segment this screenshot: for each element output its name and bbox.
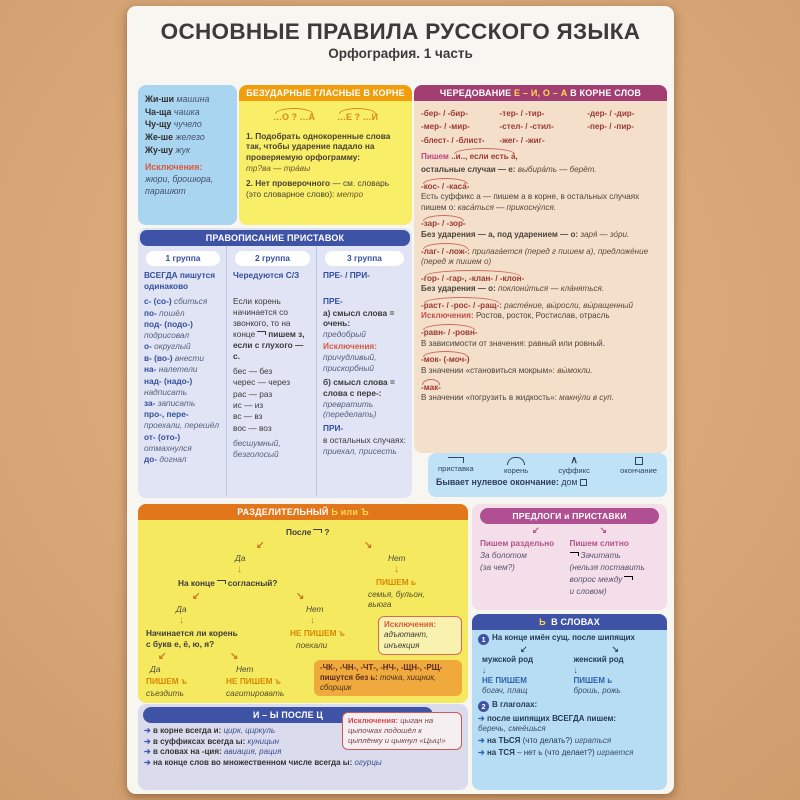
section-morphemes	[428, 453, 667, 497]
section-prepositions-prefixes	[472, 504, 667, 610]
prefix-group-2	[226, 246, 316, 496]
tsy-rule-plural: ➔ на конце слов во множественном числе всегда ы: огурцы	[144, 758, 382, 768]
section-header: Ь В СЛОВАХ	[472, 614, 667, 630]
suffix-caret-icon: ∧	[570, 455, 578, 466]
number-badge: 2	[478, 701, 489, 712]
group-badge: 1 группа	[146, 251, 220, 266]
soft-sign-rule-2: 2 В глаголах:	[478, 700, 661, 712]
branch-yes: Да	[150, 664, 161, 674]
pair-row: черес — через	[233, 377, 291, 388]
prefix-item: под- (подо-) подрисовал	[144, 318, 193, 340]
rule-label: Же-ше	[145, 131, 173, 142]
prefix-mark-icon	[448, 457, 464, 463]
arrow-icon: ↓	[179, 615, 184, 626]
rule-lag: -лаг- / -лож-: прилага́ется (перед г пишем а), предложе́ние (перед ж пишем о)	[421, 246, 649, 266]
rule-gor: -гор- / -гар-, -клан- / -клон- Без ударения — о: поклони́ться — кла́няться.	[421, 273, 605, 294]
prefix-group-3	[316, 246, 410, 496]
branch-yes: Да	[176, 604, 187, 614]
ending-square-icon	[635, 457, 643, 465]
group-subtitle: Чередуются С/З	[233, 270, 300, 281]
pre-rule-a: а) смысл слова = очень: предобрый	[323, 307, 395, 340]
rule-mok: -мок- (-моч-) В значении «становиться мокрым»: вы́мокли.	[421, 355, 593, 375]
examples: поехали	[296, 640, 328, 650]
rule-1: 1. Подобрать однокоренные слова так, чтобы ударение падало на проверяемую орфограмму: тр?ва — тра́вы	[246, 130, 391, 174]
arrow-icon: ↙	[531, 525, 540, 535]
prefix-item: с- (со-) сбиться	[144, 296, 208, 307]
root-pair: -тер- / -тир-	[499, 109, 545, 118]
pri-label: ПРИ-	[323, 423, 344, 434]
pair-row: ис — из	[233, 400, 264, 411]
pair-row: вс — вз	[233, 411, 263, 422]
morpheme-ending: окончание	[620, 457, 657, 475]
group-subtitle: ПРЕ- / ПРИ-	[323, 270, 370, 281]
group-subtitle: ВСЕГДА пишутся одинаково	[144, 270, 216, 292]
root-pair: -блест- / -блист-	[421, 135, 485, 145]
group2-examples: бесшумный, безголосый	[233, 437, 281, 459]
section-header: РАЗДЕЛИТЕЛЬНЫЙ Ь или Ъ	[138, 504, 468, 520]
prefix-item: по- пошёл	[144, 307, 185, 318]
rule-rast: -раст- / -рос- / -ращ-: расте́ние, вы́росли, вы́ращенный Исключения: Ростов, росток, Ростислав, отрасль	[421, 301, 634, 321]
pair-row: бес — без	[233, 365, 273, 376]
feminine-branch: женский род ↓ ПИШЕМ ь брошь, рожь	[570, 655, 662, 697]
arrow-icon: ↙	[158, 651, 167, 662]
verb-rule-3: ➔ на ТСЯ – нет ь (что делает?) играется	[478, 747, 634, 757]
zhishi-rule	[145, 106, 230, 118]
prefix-mark-icon	[217, 580, 226, 584]
poster-page	[127, 6, 674, 794]
prefix-mark-icon	[624, 576, 633, 580]
chk-chn-rule: -ЧК-, -ЧН-, -ЧТ-, -НЧ-, -ЩН-, -РЩ- пишутся без ь: точка, хищник, сборщик	[314, 660, 462, 696]
branch-no: Нет	[236, 664, 254, 674]
no-write-hard-sign: НЕ ПИШЕМ ъ	[226, 676, 281, 686]
arrow-icon: ↙	[256, 540, 265, 551]
branch-no: Нет	[388, 553, 406, 563]
root-pair: -мер- / -мир-	[421, 122, 470, 132]
arrow-icon: ➔	[478, 735, 487, 745]
masculine-branch: мужской род ↓ НЕ ПИШЕМ богач, плащ	[478, 655, 570, 697]
root-pair: -пер- / -пир-	[587, 122, 634, 132]
branch-no: Нет	[306, 604, 324, 614]
root-arc-icon	[507, 457, 525, 465]
rule-label: Ча-ща	[145, 106, 172, 117]
arrow-icon: ➔	[144, 747, 153, 757]
pre-exceptions: Исключения: причудливый, прискорбный	[323, 340, 378, 373]
prefix-item: про-, пере- проехали, перешёл	[144, 409, 220, 431]
rule-kos: -кос- / -каса́- Есть суффикс а — пишем а в корне, в остальных случаях пишем о: каса́ться — прикосну́лся.	[421, 181, 640, 212]
section-header: ЧЕРЕДОВАНИЕ Е – И, О – А В КОРНЕ СЛОВ	[414, 85, 667, 101]
page-subtitle: Орфография. 1 часть	[328, 46, 473, 61]
prefix-item: о- округлый	[144, 341, 191, 352]
rule-example: чашка	[173, 106, 200, 117]
tsy-rule: ➔ в корне всегда и: цирк, циркуль	[144, 726, 276, 735]
prefix-mark-icon	[313, 529, 322, 533]
section-prefix-spelling	[138, 228, 412, 498]
arrow-icon: ↙	[192, 591, 201, 602]
tsy-rule: ➔ в словах на -ция: авиация, рация	[144, 747, 282, 757]
pair-row: рас — раз	[233, 388, 273, 399]
arrow-icon: ↘	[364, 540, 373, 551]
soft-sign-examples: семья, бульон,	[368, 589, 425, 599]
arrow-icon: ↙	[519, 644, 528, 655]
pre-label: ПРЕ-	[323, 296, 343, 307]
arrow-icon: ↓	[310, 615, 315, 626]
arrow-icon: ➔	[478, 747, 487, 757]
rule-example: чучело	[173, 119, 202, 130]
group-badge: 3 группа	[325, 251, 404, 266]
prefix-mark-icon	[570, 552, 579, 556]
zhishi-rule	[145, 144, 230, 156]
formula-o-a: …О ? …А	[273, 112, 315, 122]
verb-rule-1: ➔ после шипящих ВСЕГДА пишем: беречь, смеёшься	[478, 713, 617, 734]
arrow-icon: ↓	[394, 564, 399, 575]
exceptions-text: жюри, брошюра, парашют	[145, 173, 214, 196]
section-soft-sign	[472, 614, 667, 790]
root-pair: -дер- / -дир-	[587, 109, 635, 118]
write-hard-sign: ПИШЕМ ъ	[146, 676, 188, 686]
rule-example: железо	[175, 131, 205, 142]
zhishi-rule	[145, 131, 230, 143]
no-write-hard-sign: НЕ ПИШЕМ ъ	[290, 628, 345, 638]
write-soft-sign: ПИШЕМ ь	[376, 577, 417, 587]
root-pair: -жег- / -жиг-	[499, 135, 545, 145]
question-after-prefix: После ?	[286, 527, 330, 537]
prefix-item: на- налетели	[144, 364, 198, 375]
written-separately: Пишем раздельно За болотом (за чем?)	[480, 539, 555, 572]
prefix-item: за- записать	[144, 398, 196, 409]
tsy-rule: ➔ в суффиксах всегда ы: куницын	[144, 736, 279, 746]
question-consonant: На конце согласный?	[178, 578, 278, 588]
rule-mak: -мак- В значении «погрузить в жидкость»: макну́ли в суп.	[421, 382, 615, 403]
rule-zar: -зар- / -зор- Без ударения — а, под ударением — о: заря́ — зо́ри.	[421, 219, 630, 239]
arrow-icon: ➔	[144, 758, 153, 768]
formula-e-i: …Е ? …И	[337, 112, 378, 122]
section-header: ПРАВОПИСАНИЕ ПРИСТАВОК	[140, 230, 410, 246]
morpheme-prefix: приставка	[438, 457, 474, 475]
page-title: ОСНОВНЫЕ ПРАВИЛА РУССКОГО ЯЗЫКА	[160, 19, 641, 44]
branch-yes: Да	[235, 553, 246, 563]
zhishi-rule	[145, 118, 230, 130]
morpheme-root: корень	[504, 457, 528, 475]
section-unstressed-vowels	[239, 85, 412, 225]
question-root-letters-2: с букв е, ё, ю, я?	[146, 639, 215, 649]
rule-i: Пишем ..и.., если есть а́,	[421, 152, 518, 162]
section-zhi-shi	[138, 85, 237, 225]
arrow-icon: ↘	[611, 644, 620, 655]
group-badge: 2 группа	[235, 251, 310, 266]
section-header: И – Ы ПОСЛЕ Ц	[143, 707, 433, 723]
section-separator-signs	[138, 504, 468, 703]
ending-square-icon	[580, 479, 587, 486]
pre-rule-b: б) смысл слова = слова с пере-: превратить (переделать)	[323, 376, 395, 420]
soft-sign-examples: вьюга	[368, 599, 392, 609]
zero-ending-note: Бывает нулевое окончание: дом	[436, 477, 659, 487]
section-header: ПРЕДЛОГИ и ПРИСТАВКИ	[480, 508, 659, 524]
prefix-item: в- (во-) внести	[144, 352, 204, 363]
section-alternation	[414, 85, 667, 453]
number-badge: 1	[478, 634, 489, 645]
separator-flowchart	[138, 520, 468, 703]
arrow-icon: ↓	[237, 564, 242, 575]
question-root-letters: Начинается ли корень	[146, 628, 238, 638]
root-pair: -стел- / -стил-	[499, 122, 554, 132]
arrow-icon: ↘	[296, 591, 305, 602]
vowel-formulas	[246, 112, 405, 124]
root-pair: -бер- / -бир-	[421, 109, 468, 118]
arrow-icon: ➔	[144, 736, 153, 746]
arrow-icon: ↘	[599, 525, 608, 535]
examples: съездить	[146, 688, 184, 698]
rule-label: Чу-щу	[145, 119, 172, 130]
arrow-icon: ↓	[573, 665, 578, 675]
arrow-icon: ➔	[144, 726, 153, 735]
section-i-y-after-ts	[138, 704, 468, 790]
arrow-icon: ↘	[230, 651, 239, 662]
group2-rule: Если корень начинается со звонкого, то на конце пишем з, если с глухого — с.	[233, 296, 305, 361]
pair-row: вос — воз	[233, 422, 272, 433]
prefix-item: от- (ото-) отмахнулся	[144, 431, 192, 453]
soft-sign-rule-1: 1 На конце имён сущ. после шипящих	[478, 633, 661, 645]
pri-rule: в остальных случаях: приехал, присесть	[323, 434, 406, 456]
rule-2: 2. Нет проверочного — см. словарь (это словарное слово): метро	[246, 177, 390, 199]
verb-rule-2: ➔ на ТЬСЯ (что делать?) играться	[478, 735, 612, 745]
split-arrows	[478, 645, 661, 654]
exceptions-box: Исключения: адъютант, инъекция	[378, 616, 462, 655]
zhishi-rule	[145, 93, 230, 105]
alternation-roots-grid	[421, 106, 660, 146]
arrow-icon: ➔	[478, 713, 487, 723]
prefix-group-1	[138, 246, 226, 496]
prefix-item: над- (надо-) надписать	[144, 375, 193, 397]
morpheme-suffix: ∧ суффикс	[558, 455, 590, 475]
exceptions-box: Исключения: цыган на цыпочках подошёл к цыплёнку и цыкнул «Цыц!»	[342, 712, 462, 750]
exceptions-label: Исключения:	[145, 161, 203, 172]
prefix-mark-icon	[257, 331, 266, 335]
written-together: Пишем слитно Зачитать (нельзя поставить вопрос между и словом)	[569, 539, 645, 596]
section-header: БЕЗУДАРНЫЕ ГЛАСНЫЕ В КОРНЕ	[239, 85, 412, 101]
examples: сагитировать	[226, 688, 285, 698]
rule-label: Жу-шу	[145, 144, 173, 155]
rule-example: машина	[176, 94, 210, 104]
split-arrows	[472, 524, 667, 536]
rule-label: Жи-ши	[145, 94, 175, 104]
arrow-icon: ↓	[482, 665, 486, 675]
prefix-item: до- догнал	[144, 454, 187, 465]
rule-example: жук	[175, 144, 191, 155]
rule-i-2: остальные случаи — е: выбира́ть — берёт.	[421, 164, 597, 174]
rule-ravn: -равн- / -ровн- В зависимости от значения: равный или ровный.	[421, 328, 605, 348]
